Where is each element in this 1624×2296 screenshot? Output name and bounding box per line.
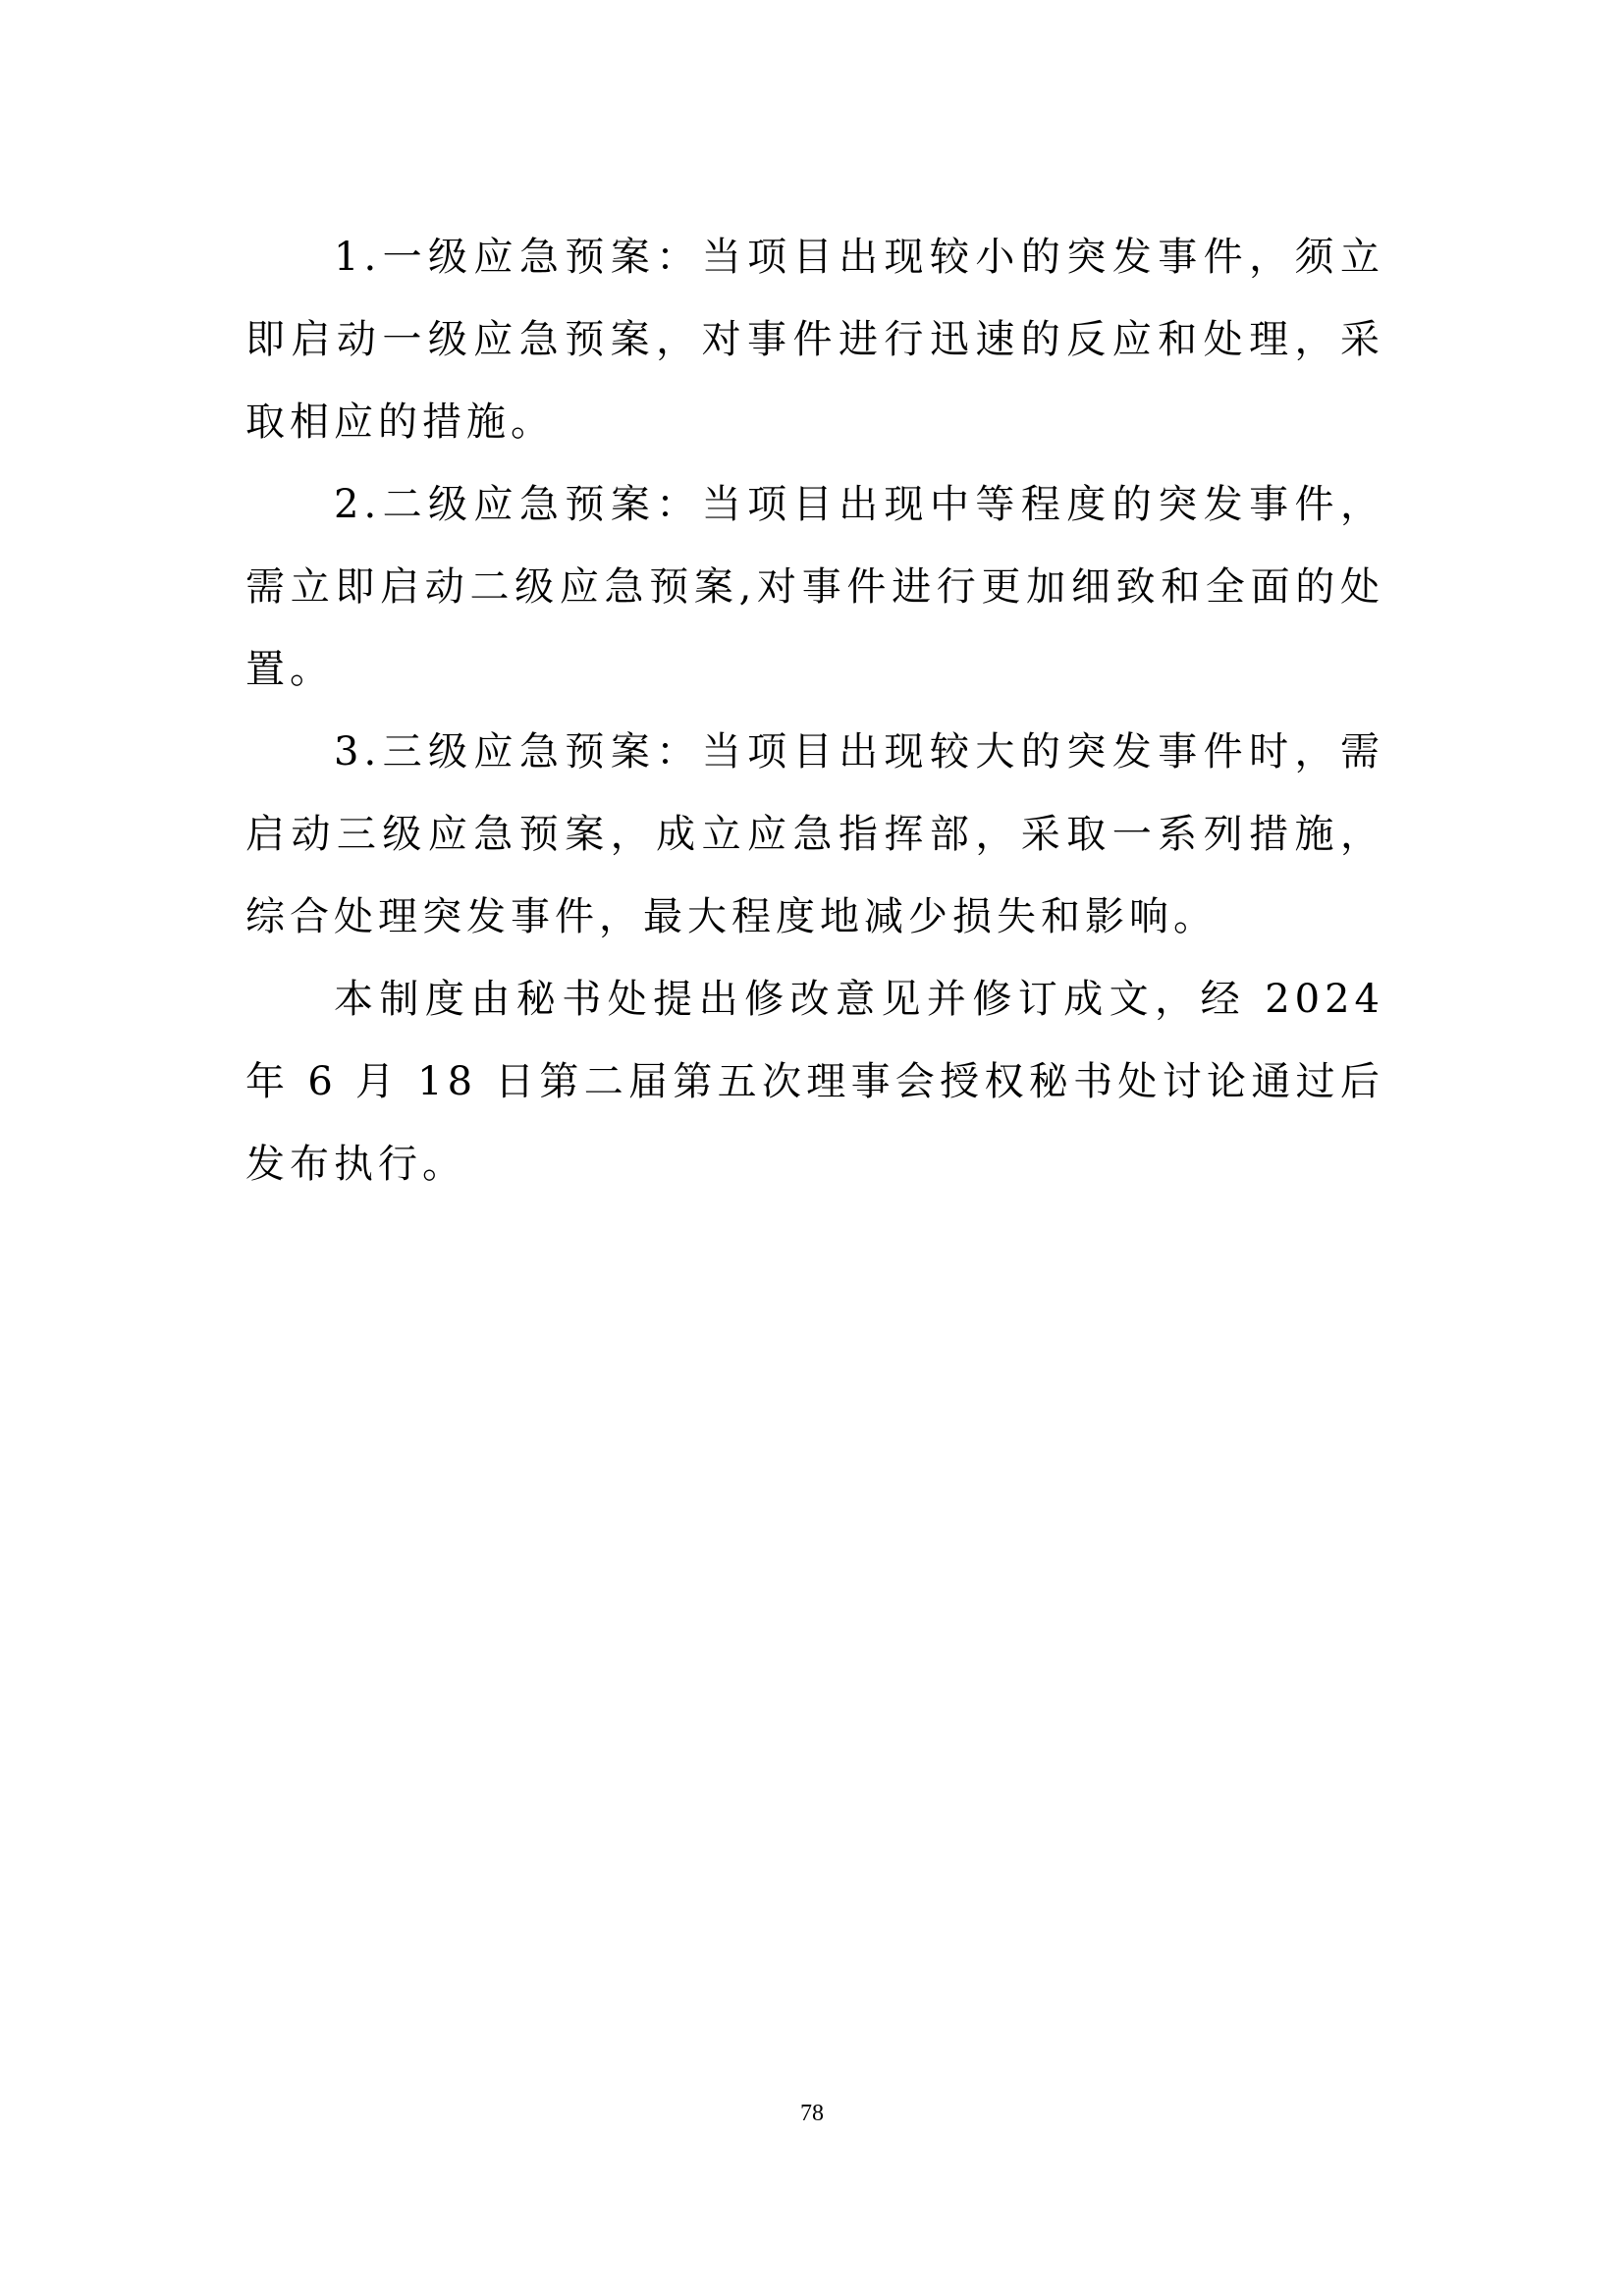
paragraph-enactment-note: 本制度由秘书处提出修改意见并修订成文，经 2024 年 6 月 18 日第二届第五次理事会授权秘书处讨论通过后发布执行。 — [245, 977, 1384, 1187]
paragraph-level-one-plan: 1.一级应急预案：当项目出现较小的突发事件，须立即启动一级应急预案，对事件进行迅速的反应和处理，采取相应的措施。 — [245, 235, 1384, 445]
document-body — [245, 216, 1384, 1205]
page-number: 78 — [800, 2101, 824, 2126]
paragraph-level-two-plan: 2.二级应急预案：当项目出现中等程度的突发事件，需立即启动二级应急预案,对事件进行更加细致和全面的处置。 — [245, 482, 1384, 692]
paragraph-level-three-plan: 3.三级应急预案：当项目出现较大的突发事件时，需启动三级应急预案，成立应急指挥部，采取一系列措施，综合处理突发事件，最大程度地减少损失和影响。 — [245, 729, 1384, 939]
